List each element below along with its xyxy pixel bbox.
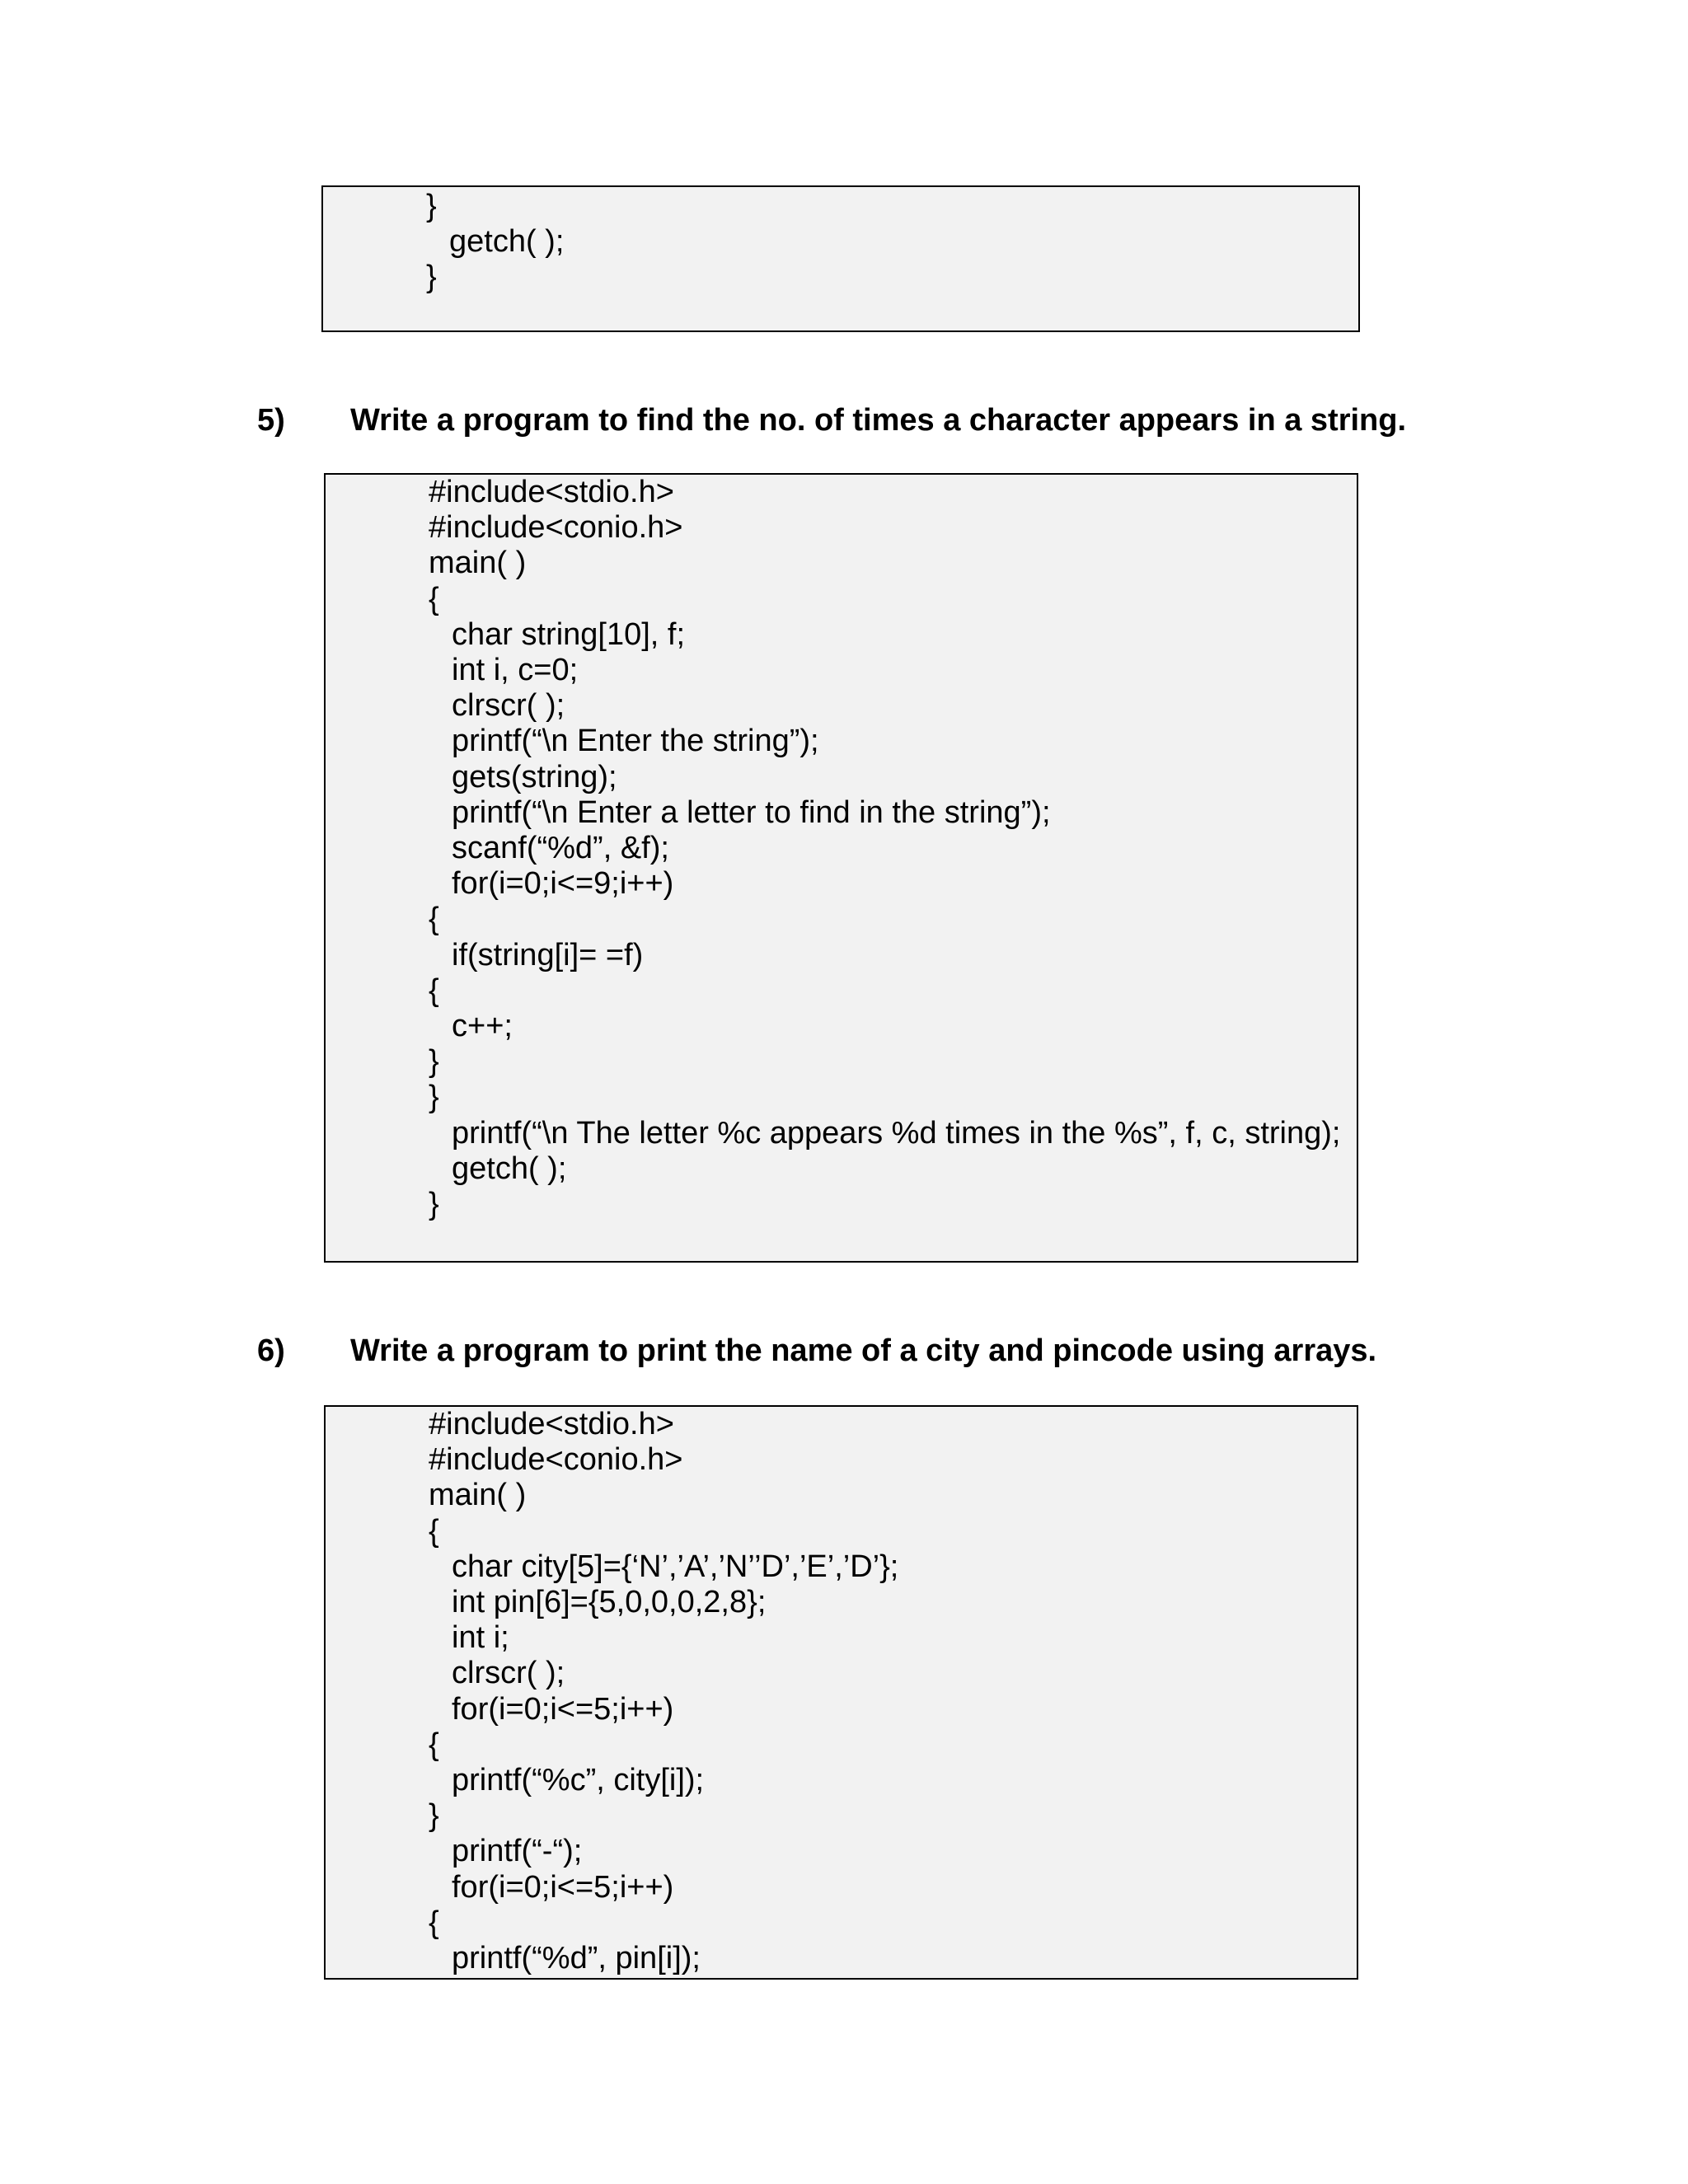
code-line: for(i=0;i<=5;i++) — [452, 1691, 674, 1727]
code-line: printf(“%d”, pin[i]); — [452, 1941, 701, 1975]
code-line: printf(“%c”, city[i]); — [452, 1763, 705, 1797]
question-6-number: 6) — [257, 1333, 285, 1368]
code-line: printf(“-“); — [452, 1834, 583, 1869]
code-line: #include<stdio.h> — [429, 475, 674, 509]
code-line: clrscr( ); — [452, 1656, 565, 1691]
code-line: #include<conio.h> — [429, 1442, 683, 1478]
code-line: } — [429, 1798, 439, 1834]
question-5-code-block — [324, 473, 1358, 1263]
code-line: } — [426, 260, 437, 294]
code-line: printf(“\n The letter %c appears %d times in the %s”, f, c, string); — [452, 1115, 1341, 1151]
code-line: getch( ); — [449, 224, 565, 259]
code-line: for(i=0;i<=5;i++) — [452, 1869, 674, 1905]
code-line: { — [429, 902, 439, 937]
code-line: #include<conio.h> — [429, 510, 683, 546]
code-line: { — [429, 581, 439, 616]
code-line: gets(string); — [452, 759, 617, 794]
code-line: char city[5]={‘N’,’A’,’N’’D’,’E’,’D’}; — [452, 1549, 899, 1584]
code-line: { — [429, 972, 439, 1008]
question-6-code-block — [324, 1405, 1358, 1980]
code-line: } — [429, 1080, 439, 1115]
code-line: main( ) — [429, 546, 527, 581]
code-line: printf(“\n Enter the string”); — [452, 724, 819, 759]
code-line: } — [429, 1044, 439, 1080]
question-5-text: Write a program to find the no. of times a character appears in a string. — [350, 403, 1407, 438]
code-line: c++; — [452, 1009, 513, 1043]
code-line: #include<stdio.h> — [429, 1407, 674, 1441]
code-line: getch( ); — [452, 1151, 567, 1186]
code-line: main( ) — [429, 1478, 527, 1513]
code-line: { — [429, 1727, 439, 1762]
code-line: { — [429, 1513, 439, 1549]
code-line: if(string[i]= =f) — [452, 937, 644, 972]
code-line: int i, c=0; — [452, 653, 579, 687]
code-line: } — [426, 189, 437, 223]
code-line: for(i=0;i<=9;i++) — [452, 866, 674, 902]
code-line: clrscr( ); — [452, 688, 565, 724]
question-6-text: Write a program to print the name of a city and pincode using arrays. — [350, 1333, 1377, 1368]
question-5-number: 5) — [257, 403, 285, 438]
code-line: printf(“\n Enter a letter to find in the string”); — [452, 794, 1051, 830]
code-line: scanf(“%d”, &f); — [452, 831, 669, 865]
code-snippet-continuation — [321, 185, 1360, 332]
code-line: { — [429, 1905, 439, 1940]
code-line: char string[10], f; — [452, 616, 686, 652]
code-line: } — [429, 1187, 439, 1221]
code-line: int i; — [452, 1620, 509, 1656]
code-line: int pin[6]={5,0,0,0,2,8}; — [452, 1585, 767, 1619]
